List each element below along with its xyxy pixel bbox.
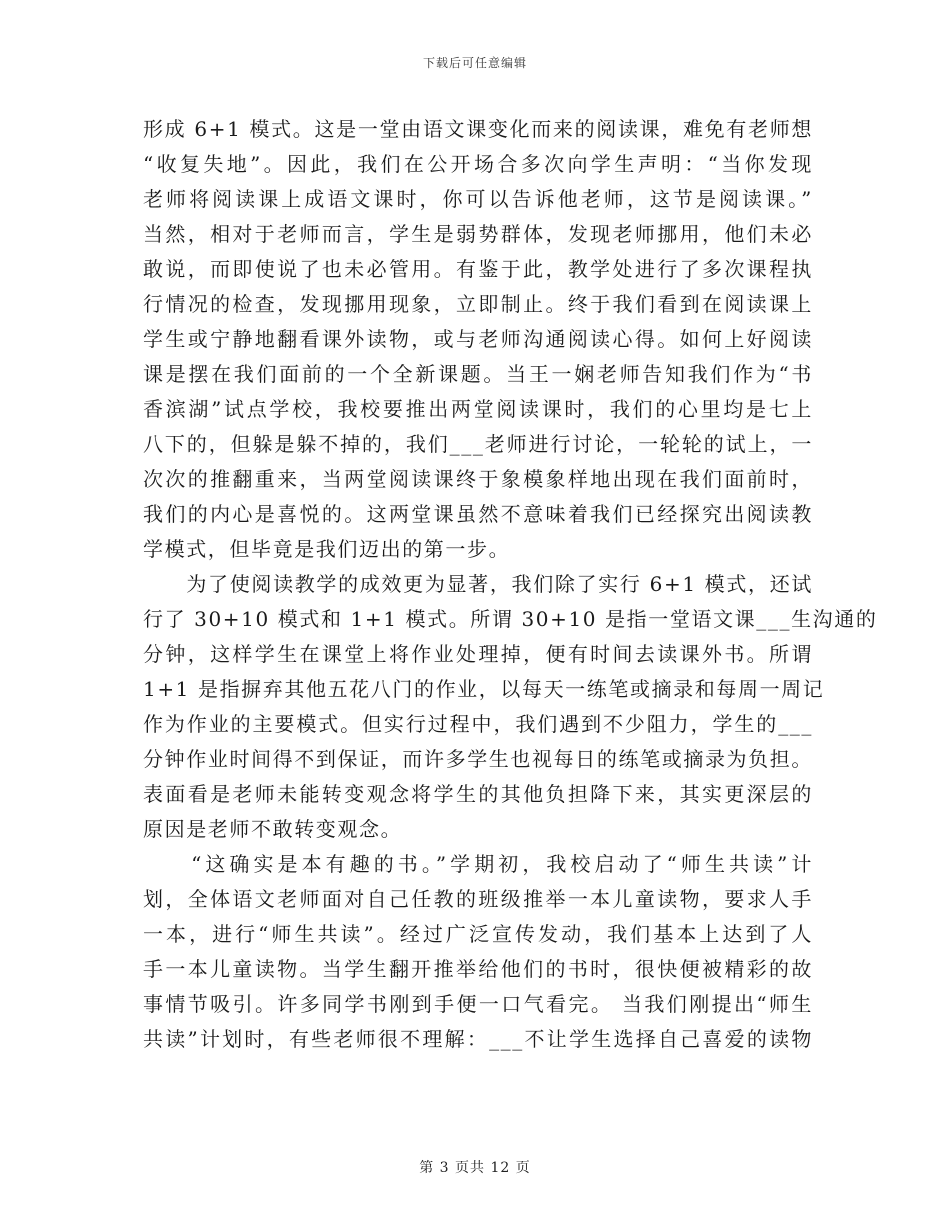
text-line: 表面看是老师未能转变观念将学生的其他负担降下来，其实更深层的 — [143, 782, 813, 806]
text-line: 学生或宁静地翻看课外读物，或与老师沟通阅读心得。如何上好阅读 — [143, 327, 813, 351]
text-line: 共读”计划时，有些老师很不理解：___不让学生选择自己喜爱的读物 — [143, 1027, 813, 1051]
text-line: 当然，相对于老师而言，学生是弱势群体，发现老师挪用，他们未必 — [143, 222, 813, 246]
page-number: 第 3 页共 12 页 — [419, 1160, 531, 1176]
text-line: 学模式，但毕竟是我们迈出的第一步。 — [143, 537, 511, 561]
text-line: 八下的，但躲是躲不掉的，我们___老师进行讨论，一轮轮的试上，一 — [143, 432, 813, 456]
text-line: 次次的推翻重来，当两堂阅读课终于象模象样地出现在我们面前时， — [143, 467, 813, 491]
document-body — [143, 112, 878, 1057]
text-line: 原因是老师不敢转变观念。 — [143, 817, 403, 841]
text-line: 1+1 是指摒弃其他五花八门的作业，以每天一练笔或摘录和每周一周记 — [143, 677, 825, 701]
text-line: 课是摆在我们面前的一个全新课题。当王一娴老师告知我们作为“书 — [143, 362, 813, 386]
text-line: 分钟，这样学生在课堂上将作业处理掉，便有时间去读课外书。所谓 — [143, 642, 813, 666]
text-line: 我们的内心是喜悦的。这两堂课虽然不意味着我们已经探究出阅读教 — [143, 502, 813, 526]
text-line: 作为作业的主要模式。但实行过程中，我们遇到不少阻力，学生的___ — [143, 712, 813, 736]
text-line: 行了 30+10 模式和 1+1 模式。所谓 30+10 是指一堂语文课___生沟通的 — [143, 607, 878, 631]
text-line: 行情况的检查，发现挪用现象，立即制止。终于我们看到在阅读课上 — [143, 292, 813, 316]
text-line: 老师将阅读课上成语文课时，你可以告诉他老师，这节是阅读课。” — [143, 187, 813, 211]
text-line: 敢说，而即使说了也未必管用。有鉴于此，教学处进行了多次课程执 — [143, 257, 813, 281]
text-line: 分钟作业时间得不到保证，而许多学生也视每日的练笔或摘录为负担。 — [143, 747, 813, 771]
text-line: 一本，进行“师生共读”。经过广泛宣传发动，我们基本上达到了人 — [143, 922, 813, 946]
text-line: 香滨湖”试点学校，我校要推出两堂阅读课时，我们的心里均是七上 — [143, 397, 813, 421]
text-line: 形成 6+1 模式。这是一堂由语文课变化而来的阅读课，难免有老师想 — [143, 117, 813, 141]
text-line: 手一本儿童读物。当学生翻开推举给他们的书时，很快便被精彩的故 — [143, 957, 813, 981]
text-line: 为了使阅读教学的成效更为显著，我们除了实行 6+1 模式，还试 — [143, 572, 813, 596]
text-line: 事情节吸引。许多同学书刚到手便一口气看完。 当我们刚提出“师生 — [143, 992, 813, 1016]
text-line: “收复失地”。因此，我们在公开场合多次向学生声明：“当你发现 — [143, 152, 813, 176]
text-line: 划，全体语文老师面对自己任教的班级推举一本儿童读物，要求人手 — [143, 887, 813, 911]
text-line: “这确实是本有趣的书。”学期初，我校启动了“师生共读”计 — [143, 852, 813, 876]
page-header-note: 下载后可任意编辑 — [422, 56, 527, 70]
